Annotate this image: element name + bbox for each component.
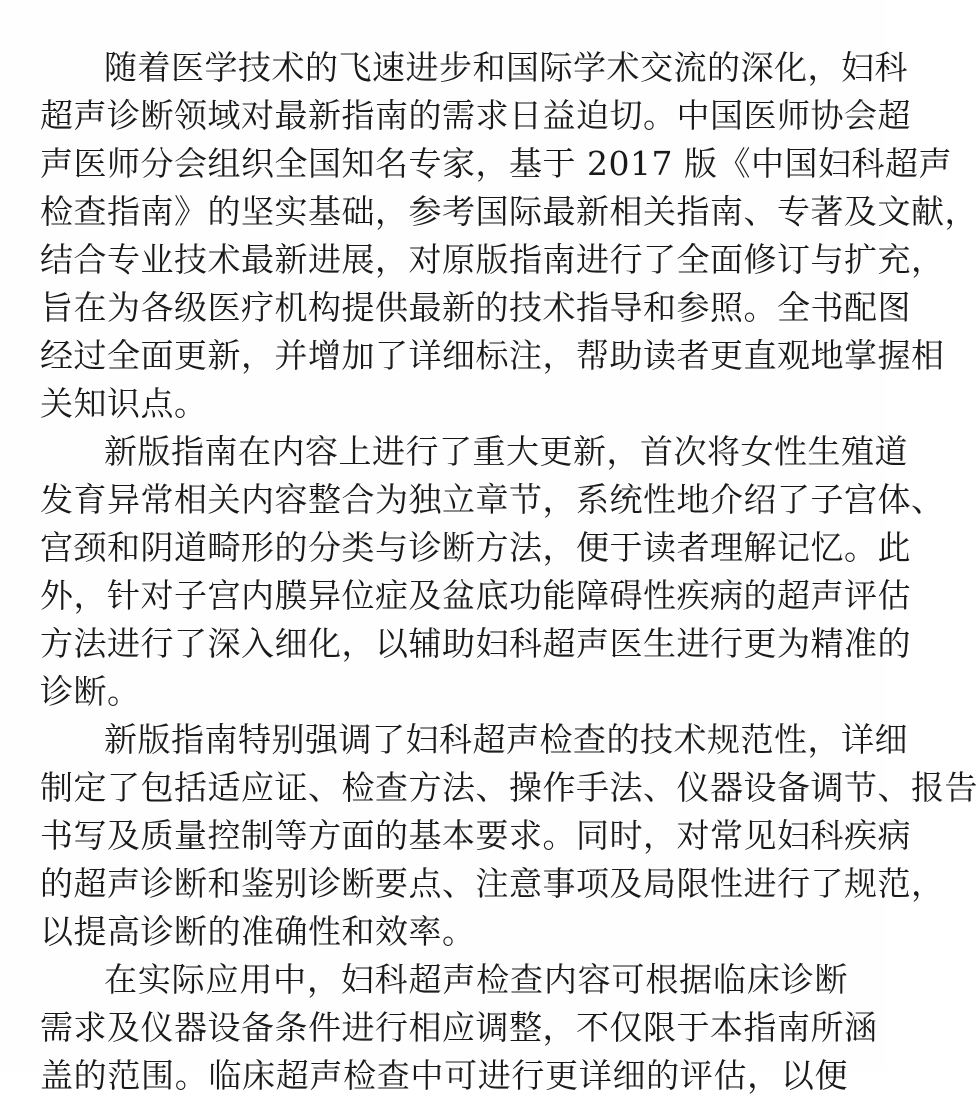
paragraph-3-line-2: 制定了包括适应证、检查方法、操作手法、仪器设备调节、报告 xyxy=(40,768,978,807)
paragraph-3-line-1: 新版指南特别强调了妇科超声检查的技术规范性，详细 xyxy=(104,720,908,759)
paragraph-4-line-1: 在实际应用中，妇科超声检查内容可根据临床诊断 xyxy=(104,960,848,999)
paragraph-2-line-4: 外，针对子宫内膜异位症及盆底功能障碍性疾病的超声评估 xyxy=(40,576,911,615)
paragraph-1-line-1: 随着医学技术的飞速进步和国际学术交流的深化，妇科 xyxy=(104,48,908,87)
body-text xyxy=(40,44,978,1100)
paragraph-1-line-3: 声医师分会组织全国知名专家，基于 2017 版《中国妇科超声 xyxy=(40,144,952,183)
paragraph-4-line-2: 需求及仪器设备条件进行相应调整，不仅限于本指南所涵 xyxy=(40,1008,878,1047)
paragraph-1-line-8: 关知识点。 xyxy=(40,384,208,423)
paragraph-1-line-5: 结合专业技术最新进展，对原版指南进行了全面修订与扩充， xyxy=(40,240,945,279)
paragraph-2-line-2: 发育异常相关内容整合为独立章节，系统性地介绍了子宫体、 xyxy=(40,480,945,519)
paragraph-1-line-7: 经过全面更新，并增加了详细标注，帮助读者更直观地掌握相 xyxy=(40,336,945,375)
paragraph-2-line-6: 诊断。 xyxy=(40,672,141,711)
paragraph-2-line-3: 宫颈和阴道畸形的分类与诊断方法，便于读者理解记忆。此 xyxy=(40,528,911,567)
paragraph-2-line-5: 方法进行了深入细化，以辅助妇科超声医生进行更为精准的 xyxy=(40,624,911,663)
paragraph-1-line-6: 旨在为各级医疗机构提供最新的技术指导和参照。全书配图 xyxy=(40,288,911,327)
paragraph-1-line-2: 超声诊断领域对最新指南的需求日益迫切。中国医师协会超 xyxy=(40,96,911,135)
paragraph-3-line-5: 以提高诊断的准确性和效率。 xyxy=(40,912,476,951)
paragraph-3-line-3: 书写及质量控制等方面的基本要求。同时，对常见妇科疾病 xyxy=(40,816,911,855)
paragraph-1-line-4: 检查指南》的坚实基础，参考国际最新相关指南、专著及文献， xyxy=(40,192,978,231)
paragraph-3-line-4: 的超声诊断和鉴别诊断要点、注意事项及局限性进行了规范， xyxy=(40,864,945,903)
paragraph-2-line-1: 新版指南在内容上进行了重大更新，首次将女性生殖道 xyxy=(104,432,908,471)
paragraph-4-line-3: 盖的范围。临床超声检查中可进行更详细的评估，以便 xyxy=(40,1056,848,1095)
